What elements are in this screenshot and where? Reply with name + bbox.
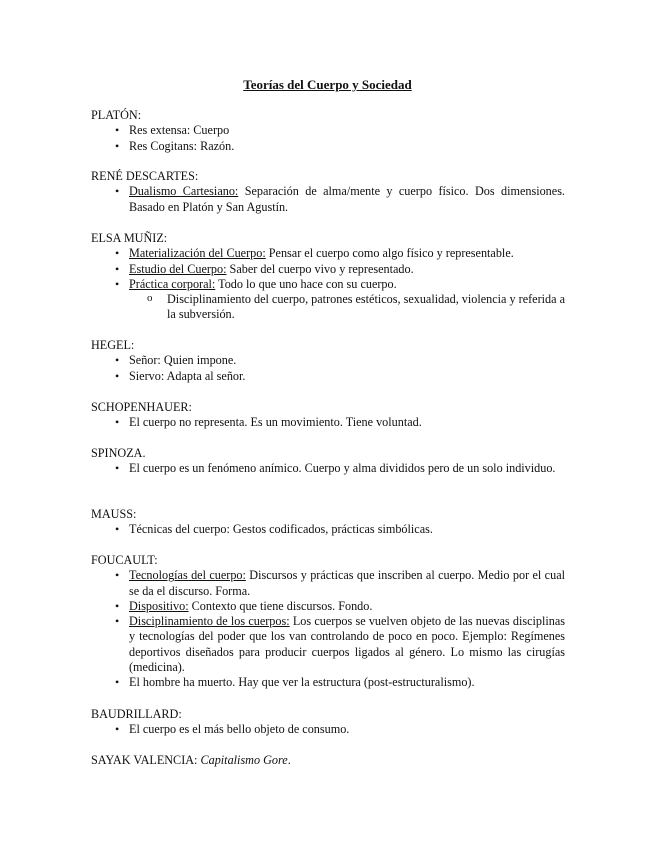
footer-end: . <box>287 753 291 767</box>
item-text: Saber del cuerpo vivo y representado. <box>226 261 414 276</box>
bullet-list <box>91 568 565 690</box>
item-text: El cuerpo no representa. Es un movimiento. Tiene voluntad. <box>129 415 422 430</box>
item-text: El cuerpo es el más bello objeto de consumo. <box>129 722 350 737</box>
item-text: Señor: Quien impone. <box>129 353 237 368</box>
section-heading: SPINOZA. <box>91 446 146 460</box>
list-item <box>91 568 565 599</box>
item-text: Siervo: Adapta al señor. <box>129 368 246 383</box>
item-term: Dualismo Cartesiano: <box>129 184 239 199</box>
sub-item-text: Disciplinamiento del cuerpo, patrones estéticos, sexualidad, violencia y referida a la subversión. <box>167 292 565 322</box>
footer-work-title: Capitalismo Gore <box>200 753 288 767</box>
section-heading: PLATÓN: <box>91 108 142 122</box>
section-heading: ELSA MUÑIZ: <box>91 231 168 245</box>
list-item <box>91 184 565 215</box>
section-schopenhauer <box>91 400 565 431</box>
list-item <box>91 139 565 154</box>
bullet-list <box>91 522 565 537</box>
item-text: Pensar el cuerpo como algo físico y representable. <box>265 246 514 261</box>
list-item <box>91 262 565 277</box>
section-heading: FOUCAULT: <box>91 553 158 567</box>
bullet-list <box>91 415 565 430</box>
bullet-list <box>91 184 565 215</box>
list-item <box>91 522 565 537</box>
item-text: Los cuerpos se vuelven objeto de las nuevas disciplinas y tecnologías del poder que los van controlando de poco en poco. Ejemplo: Regímenes deportivos diseñados para producir cuerpos ligados al género. Lo mismo las cirugías (medicina). <box>129 614 565 675</box>
section-spinoza <box>91 446 565 477</box>
list-item <box>91 614 565 675</box>
section-platon <box>91 108 565 154</box>
bullet-list <box>91 722 565 737</box>
document-title: Teorías del Cuerpo y Sociedad <box>243 77 412 92</box>
list-item <box>91 246 565 261</box>
section-heading: RENÉ DESCARTES: <box>91 169 199 183</box>
list-item <box>91 123 565 138</box>
section-hegel <box>91 338 565 384</box>
list-item <box>91 415 565 430</box>
item-text: Res extensa: Cuerpo <box>129 123 230 138</box>
bullet-list <box>91 461 565 476</box>
footer-label: SAYAK VALENCIA: <box>91 753 201 767</box>
item-text: El cuerpo es un fenómeno anímico. Cuerpo y alma divididos pero de un solo individuo. <box>129 461 556 476</box>
item-term: Tecnologías del cuerpo: <box>129 568 246 583</box>
section-heading: MAUSS: <box>91 507 137 521</box>
list-item <box>91 675 565 690</box>
item-term: Dispositivo: <box>129 598 189 613</box>
list-item <box>91 353 565 368</box>
item-term: Disciplinamiento de los cuerpos: <box>129 614 290 629</box>
section-heading: SCHOPENHAUER: <box>91 400 192 414</box>
list-item <box>91 461 565 476</box>
item-text: El hombre ha muerto. Hay que ver la estructura (post-estructuralismo). <box>129 675 475 690</box>
item-text: Discursos y prácticas que inscriben al cuerpo. Medio por el cual se da el discurso. Forma. <box>129 568 565 598</box>
item-text: Separación de alma/mente y cuerpo físico. Dos dimensiones. Basado en Platón y San Agustín. <box>129 184 565 214</box>
sub-list-item <box>129 292 565 323</box>
bullet-list <box>91 246 565 322</box>
list-item <box>91 599 565 614</box>
section-sayak-valencia <box>91 753 565 768</box>
section-foucault <box>91 553 565 691</box>
section-heading: BAUDRILLARD: <box>91 707 182 721</box>
section-elsa-muniz <box>91 231 565 323</box>
item-text: Res Cogitans: Razón. <box>129 138 235 153</box>
item-text: Todo lo que uno hace con su cuerpo. <box>215 276 397 291</box>
list-item <box>91 722 565 737</box>
item-text: Técnicas del cuerpo: Gestos codificados, prácticas simbólicas. <box>129 522 433 537</box>
item-term: Materialización del Cuerpo: <box>129 246 266 261</box>
sub-list <box>129 292 565 323</box>
item-text: Contexto que tiene discursos. Fondo. <box>188 598 373 613</box>
section-mauss <box>91 507 565 538</box>
section-baudrillard <box>91 707 565 738</box>
bullet-list <box>91 353 565 384</box>
section-heading: HEGEL: <box>91 338 135 352</box>
item-term: Práctica corporal: <box>129 276 216 291</box>
list-item <box>91 277 565 323</box>
section-descartes <box>91 169 565 215</box>
item-term: Estudio del Cuerpo: <box>129 261 227 276</box>
list-item <box>91 369 565 384</box>
bullet-list <box>91 123 565 154</box>
